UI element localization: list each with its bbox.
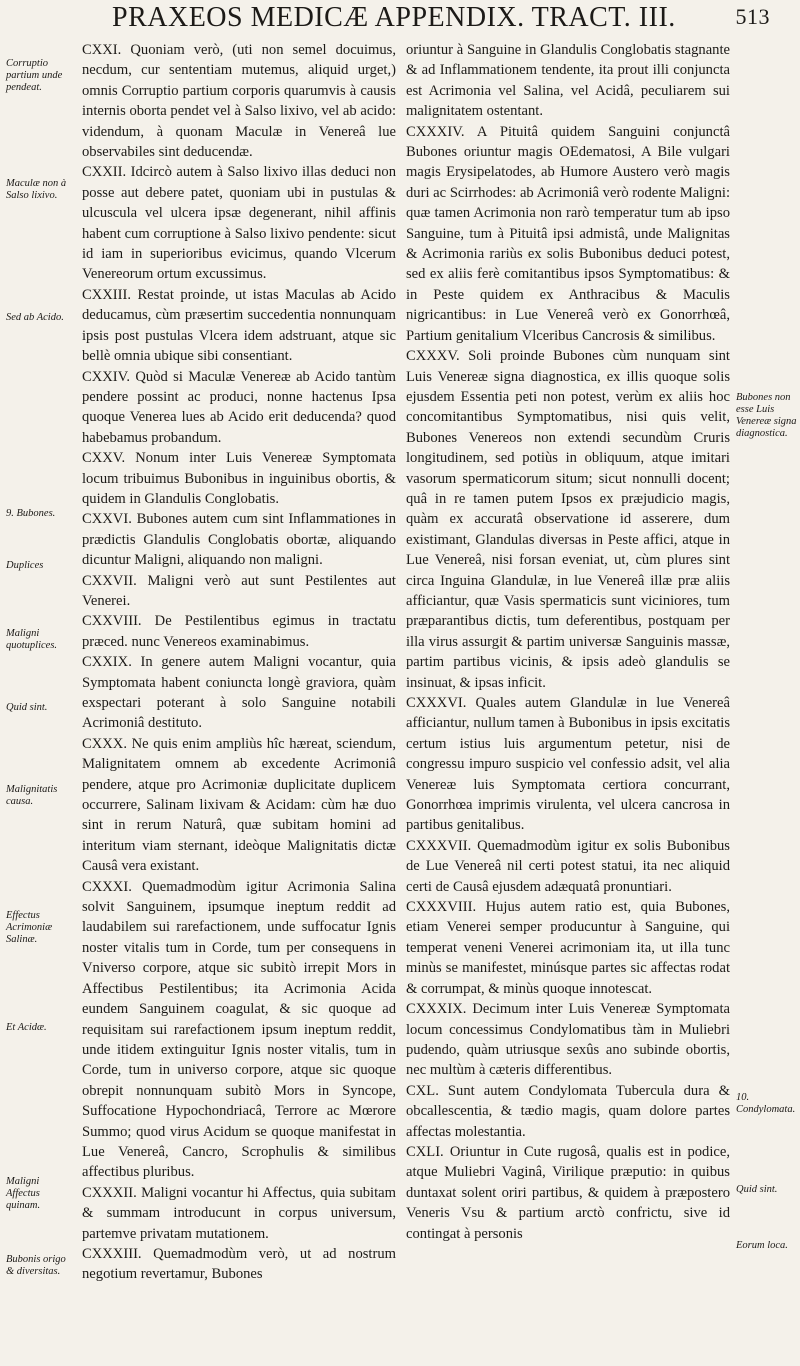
margin-note: 9. Bubones. <box>6 508 56 519</box>
paragraph: CXXXI. Quemadmodùm igitur Acrimonia Salina solvit Sanguinem, ipsumque ineptum reddit ad laudabilem sui rarefactionem, unde suffocatur Ignis noster vitalis tum in Corde, tum per consequens in Vniverso corpore, atque sic subitò irrepit Mors in Affectibus Pestilentibus; ita Acrimonia Acida eundem Sanguinem coagulat, & sic quoque ad requisitam sui rarefactionem ipsum ineptum reddit, unde itidem extinguitur Ignis noster vitalis, tum in Corde, tum in universo corpore, atque sic quoque obrepit nonnunquam subitò Mors in Syncope, Suffocatione Hypochondriacâ, Terrore ac Mœrore Summo; quod virus Acidum se quoque manifestat in Lue Venereâ, Cancro, Scrophulis & similibus affectibus pluribus. <box>82 878 396 1181</box>
paragraph: CXXVII. Maligni verò aut sunt Pestilentes aut Venerei. <box>82 572 396 609</box>
paragraph: CXXXIX. Decimum inter Luis Venereæ Symptomata locum concessimus Condylomatibus tàm in Muliebri pudendo, quàm utriusque sexûs ano subinde obortis, nec multùm à cæteris differentibus. <box>406 1001 730 1079</box>
margin-note: Maculæ non à Salso lixivo. <box>6 178 67 201</box>
margin-note: Bubones non esse Luis Venereæ signa diagnostica. <box>736 392 797 439</box>
margin-note: Corruptio partium unde pendeat. <box>6 58 63 93</box>
paragraph: CXXXV. Soli proinde Bubones cùm nunquam sint Luis Venereæ signa diagnostica, ex illis quoque solis ejusdem Essentia peti non potest, verùm ex aliis hoc concomitantibus Symptomatibus, nisi quis velit, Bubones Venereos non extendi secundùm Cruris longitudinem, sed potiùs in obliquum, atque imitari vasorum spermaticorum situm; sicut nonnulli docent; quâ in re tamen putem Ipsos ex præjudicio magis, quàm ex accuratâ observatione id asserere, dum existimant, Glandulas diversas in Peste affici, atque in Lue Venereâ, nisi forsan eveniat, ut, cùm plures sint circa Inguina Glandulæ, in lue Venereâ illæ præ aliis afficiantur, quæ Vasis spermaticis sunt viciniores, tum præparantibus dictis, tum deferentibus, postquam per illa virus assurgit & partim universæ Sanguinis massæ, partim partibus vicinis, & ipsis adeò glandulis se insinuat, & ipsas inficit. <box>406 348 730 691</box>
margin-note: Sed ab Acido. <box>6 312 64 323</box>
paragraph: CXLI. Oriuntur in Cute rugosâ, qualis est in podice, atque Muliebri Vaginâ, Virilique præputio: in quibus duntaxat solent oriri partibus, & quidem à præpostero Veneris Vsu & partium arctò confrictu, sive id contingat à personis <box>406 1143 730 1242</box>
paragraph: CXXX. Ne quis enim ampliùs hîc hæreat, sciendum, Malignitatem omnem ab excedente Acrimoniâ pendere, atque pro Acrimoniæ duplicitate duplicem occurrere, Salinam lixivam & Acidam: cùm hæ duo sint in rerum Naturâ, quæ subitam homini ad interitum viam sternant, ideòque Malignitatis dictæ Causâ vera existant. <box>82 735 396 875</box>
paragraph: CXXXIII. Quemadmodùm verò, ut ad nostrum negotium revertamur, Bubones <box>82 1245 396 1283</box>
running-title: PRAXEOS MEDICÆ APPENDIX. TRACT. III. <box>112 2 676 33</box>
paragraph: CXXIV. Quòd si Maculæ Venereæ ab Acido tantùm pendere possint ac produci, nonne hactenus Ipsa quoque Venerea lues ab Acido erit deducenda? quod habebamus probandum. <box>82 368 396 446</box>
paragraph: CXXVI. Bubones autem cum sint Inflammationes in prædictis Glandulis Conglobatis obortæ, aliquando dicuntur Maligni, aliquando non maligni. <box>82 511 396 569</box>
margin-note: Quid sint. <box>736 1184 778 1195</box>
margin-note: Et Acidæ. <box>6 1022 47 1033</box>
paragraph: CXXII. Idcircò autem à Salso lixivo illas deduci non posse aut debere patet, quoniam ubi in pustulas & ulcuscula vel ulcera ipsæ degenerant, nihil affinis habent cum corruptione à Salso lixivo pendente: sicut id iam in superioribus evicimus, quando Vlcerum Venereorum ortum excussimus. <box>82 164 396 283</box>
margin-note: Eorum loca. <box>736 1240 788 1251</box>
paragraph: CXXIX. In genere autem Maligni vocantur, quia Symptomata habent coniuncta longè graviora, quàm exspectari poterant à solo Sanguine notabili Acrimoniâ destituto. <box>82 654 396 732</box>
paragraph: CXXXIV. A Pituitâ quidem Sanguini conjunctâ Bubones oriuntur magis OEdematosi, A Bile vulgari magis Erysipelatodes, ab Humore Austero verò magis duri ac Scirrhodes: ab Acrimoniâ verò rodente Maligni: quæ tamen Acrimonia non rarò temperatur tum ab ipso Sanguine, tum à Pituitâ ipsi admistâ, unde Malignitas & Acrimonia rariùs ex solis Bubonibus deduci potest, sed ex aliis ferè comitantibus ipsos Symptomatibus: & in Peste quidem ex Anthracibus & Maculis nigricantibus: in Lue Venereâ verò ex Gonorrhœâ, Partium genitalium Vlceribus Cancrosis & similibus. <box>406 123 730 344</box>
paragraph: CXXXVII. Quemadmodùm igitur ex solis Bubonibus de Lue Venereâ nil certi potest statui, ita nec aliquid certi de Causâ ejusdem adæquatâ pronuntiari. <box>406 837 730 895</box>
page-number: 513 <box>735 4 770 29</box>
margin-note: Bubonis origo & diversitas. <box>6 1254 66 1277</box>
paragraph: CXXVIII. De Pestilentibus egimus in tractatu præced. nunc Venereos examinabimus. <box>82 613 396 650</box>
paragraph: CXXI. Quoniam verò, (uti non semel docuimus, necdum, cur sententiam mutemus, aliquid urget,) omnis Corruptio partium corporis quarumvis à causis internis oborta pendet vel à Salso lixivo, vel ab acido: videndum, à quonam Maculæ in Venereâ lue observabiles sint deducendæ. <box>82 42 396 161</box>
paragraph: CXXXVIII. Hujus autem ratio est, quia Bubones, etiam Venerei semper producuntur à Sanguine, qui temperat veneni Venerei acrimoniam ita, ut illa tunc minùs se manifestet, minúsque partes sic affectas rodat & corrumpat, & minùs quoque innotescat. <box>406 899 730 997</box>
paragraph: CXXV. Nonum inter Luis Venereæ Symptomata locum tribuimus Bubonibus in inguinibus obortis, & quidem in Glandulis Conglobatis. <box>82 450 396 507</box>
margin-note: Maligni Affectus quinam. <box>6 1176 41 1211</box>
margin-note: Maligni quotuplices. <box>6 628 58 651</box>
paragraph: CXXXII. Maligni vocantur hi Affectus, quia subitam & summam introducunt in corpus universum, partemve privatam mutationem. <box>82 1184 396 1242</box>
margin-note: Effectus Acrimoniæ Salinæ. <box>6 910 53 945</box>
margin-note: Duplices <box>6 560 44 571</box>
paragraph: CXL. Sunt autem Condylomata Tubercula dura & obcallescentia, & tædio magis, quam dolore partes affectas molestantia. <box>406 1082 730 1140</box>
running-header <box>70 2 770 38</box>
left-text-column <box>82 40 396 1285</box>
paragraph: CXXIII. Restat proinde, ut istas Maculas ab Acido deducamus, cùm præsertim succedentia nonnunquam ipsis post pustulas Vlcera idem adstruant, atque sic bellè omnia ubique sibi consentiant. <box>82 286 396 365</box>
right-text-column <box>406 40 730 1244</box>
margin-note: Quid sint. <box>6 702 48 713</box>
paragraph: CXXXVI. Quales autem Glandulæ in lue Venereâ afficiantur, nullum tamen à Bubonibus in ipsis excitatis certum istius luis argumentum petetur, nisi de congressu impuro suspicio vel confessio adsit, vel alia Venereæ luis Symptomata certiora concurrant, Gonorrhœa imprimis virulenta, vel ulcera cancrosa in partibus genitalibus. <box>406 695 730 834</box>
margin-note: 10. Condylomata. <box>736 1092 796 1115</box>
margin-note: Malignitatis causa. <box>6 784 58 807</box>
paragraph: oriuntur à Sanguine in Glandulis Conglobatis stagnante & ad Inflammationem tendente, ita prout illi conjuncta est Acrimonia vel Salina, vel Acidâ, peculiarem sui malignitatem ostentant. <box>406 42 730 120</box>
